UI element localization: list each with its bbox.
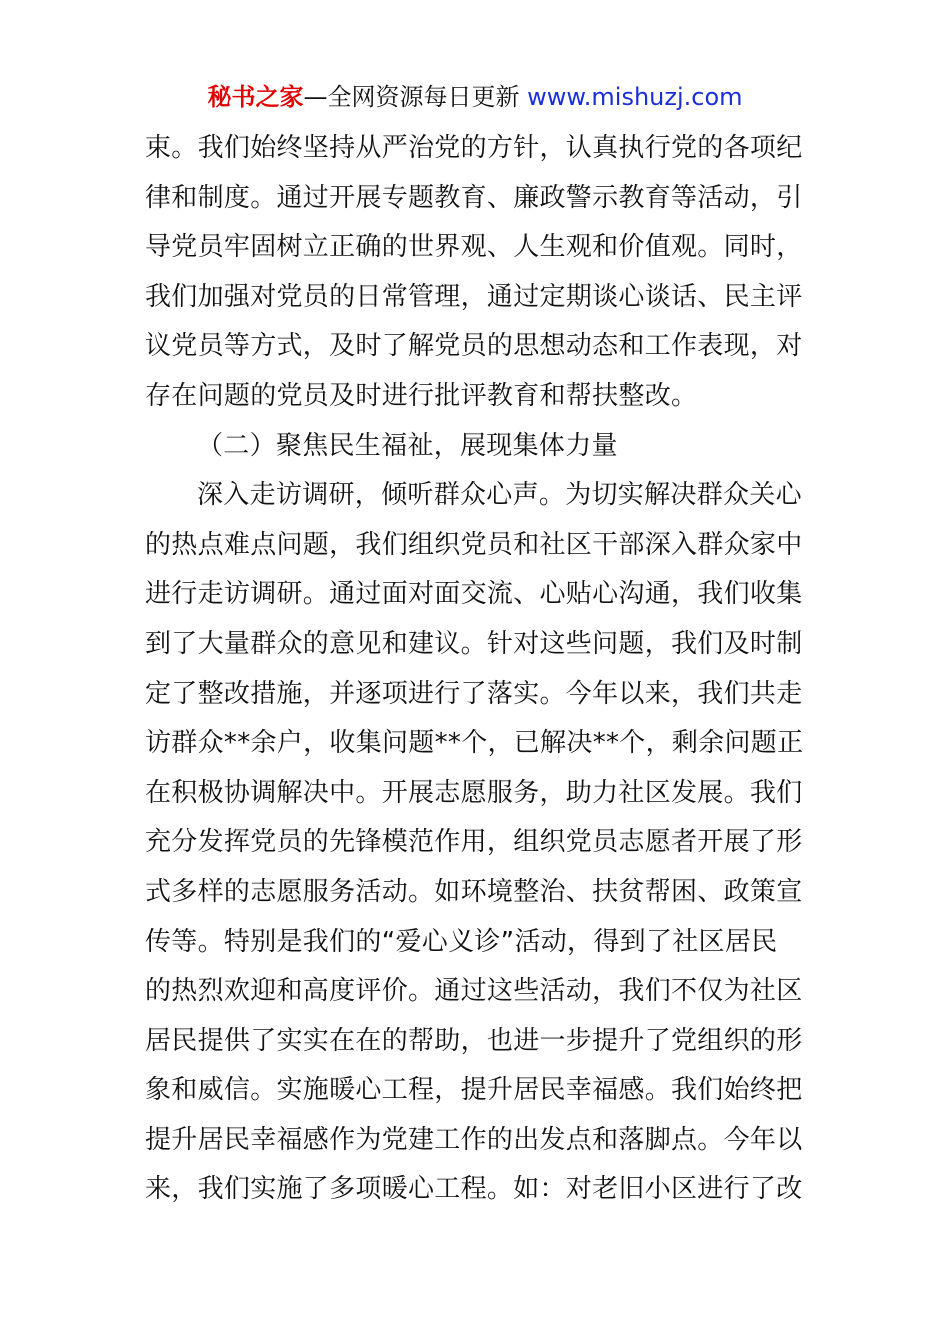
text-line: 议党员等方式，及时了解党员的思想动态和工作表现，对 xyxy=(145,331,803,362)
site-header xyxy=(0,80,950,114)
text-line: 到了大量群众的意见和建议。针对这些问题，我们及时制 xyxy=(145,628,803,659)
text-line: 来，我们实施了多项暖心工程。如：对老旧小区进行了改 xyxy=(145,1174,803,1205)
text-line: 深入走访调研，倾听群众心声。为切实解决群众关心 xyxy=(197,480,802,511)
text-line: 束。我们始终坚持从严治党的方针，认真执行党的各项纪 xyxy=(145,133,803,163)
text-line: 充分发挥党员的先锋模范作用，组织党员志愿者开展了形 xyxy=(145,827,803,858)
site-brand: 秘书之家 xyxy=(207,83,304,111)
text-line: 访群众**余户，收集问题**个，已解决**个，剩余问题正 xyxy=(145,728,804,759)
text-line: 居民提供了实实在在的帮助，也进一步提升了党组织的形 xyxy=(145,1025,803,1056)
site-url-link[interactable]: www.mishuzj.com xyxy=(527,83,743,111)
text-line: 定了整改措施，并逐项进行了落实。今年以来，我们共走 xyxy=(145,678,803,709)
text-line: 提升居民幸福感作为党建工作的出发点和落脚点。今年以 xyxy=(145,1124,803,1155)
text-line: 律和制度。通过开展专题教育、廉政警示教育等活动，引 xyxy=(145,182,803,213)
text-line: 在积极协调解决中。开展志愿服务，助力社区发展。我们 xyxy=(145,777,803,808)
text-line: 存在问题的党员及时进行批评教育和帮扶整改。 xyxy=(145,380,698,411)
section-heading: （二）聚焦民生福祉，展现集体力量 xyxy=(197,430,618,461)
site-tagline: —全网资源每日更新 xyxy=(303,83,528,111)
text-line: 进行走访调研。通过面对面交流、心贴心沟通，我们收集 xyxy=(145,579,803,610)
text-line: 的热烈欢迎和高度评价。通过这些活动，我们不仅为社区 xyxy=(145,976,803,1007)
text-line: 传等。特别是我们的“爱心义诊”活动，得到了社区居民 xyxy=(145,926,778,957)
document-body xyxy=(145,124,810,1215)
text-line: 导党员牢固树立正确的世界观、人生观和价值观。同时， xyxy=(145,232,803,263)
text-line: 我们加强对党员的日常管理，通过定期谈心谈话、民主评 xyxy=(145,281,803,312)
text-line: 式多样的志愿服务活动。如环境整治、扶贫帮困、政策宣 xyxy=(145,876,803,907)
text-line: 象和威信。实施暖心工程，提升居民幸福感。我们始终把 xyxy=(145,1075,803,1106)
text-line: 的热点难点问题，我们组织党员和社区干部深入群众家中 xyxy=(145,529,803,560)
